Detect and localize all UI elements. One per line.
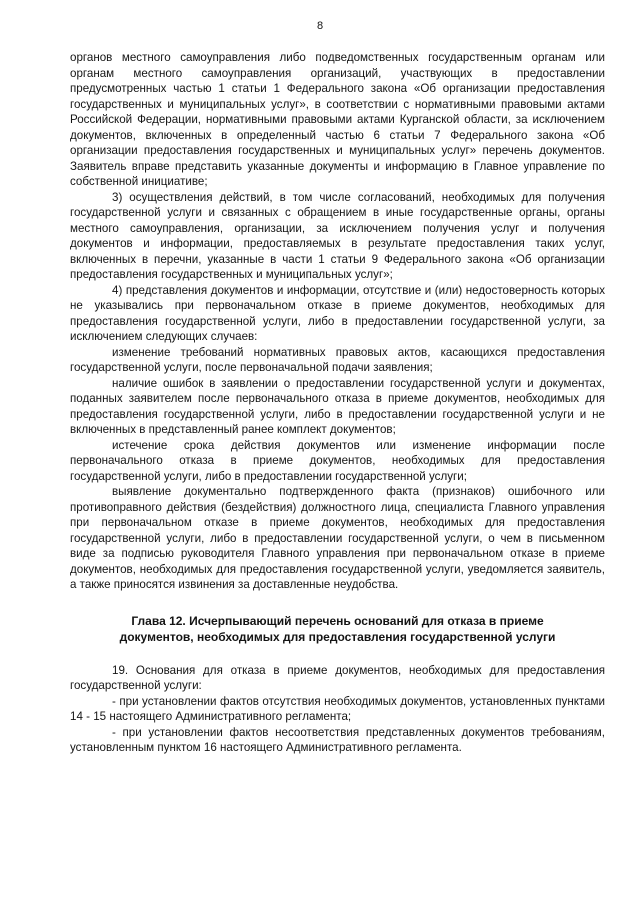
chapter-title-line-1: Глава 12. Исчерпывающий перечень оснований для отказа в приеме bbox=[131, 613, 544, 628]
paragraph-continuation: органов местного самоуправления либо подведомственных государственным органам или органам местного самоуправления организаций, участвующих в предоставлении предусмотренных частью 1 статьи 1 Федерального закона «Об организации предоставления государственных и муниципальных услуг», в соответствии с нормативными правовыми актами Российской Федерации, нормативными правовыми актами Курганской области, за исключением документов, включенных в определенный частью 6 статьи 7 Федерального закона «Об организации предоставления государственных и муниципальных услуг» перечень документов. Заявитель вправе представить указанные документы и информацию в Главное управление по собственной инициативе; bbox=[70, 51, 605, 188]
chapter-title bbox=[70, 613, 605, 645]
paragraph-ground-missing-documents: - при установлении фактов отсутствия необходимых документов, установленных пунктами 14 - 15 настоящего Административного регламента; bbox=[70, 694, 605, 723]
paragraph-clause-19: 19. Основания для отказа в приеме документов, необходимых для предоставления государственной услуги: bbox=[70, 663, 605, 692]
paragraph-item-4: 4) представления документов и информации, отсутствие и (или) недостоверность которых не указывались при первоначальном отказе в приеме документов, необходимых для предоставления государственной услуги, либо в предоставлении государственной услуги, за исключением следующих случаев: bbox=[70, 283, 605, 343]
page-number: 8 bbox=[316, 20, 324, 32]
paragraph-exception-errors: наличие ошибок в заявлении о предоставлении государственной услуги и документах, поданных заявителем после первоначального отказа в приеме документов, необходимых для предоставления государственной услуги, либо в предоставлении государственной услуги и не включенных в представленный ранее комплект документов; bbox=[70, 376, 605, 436]
paragraph-exception-misconduct: выявление документально подтвержденного факта (признаков) ошибочного или противоправного действия (бездействия) должностного лица, специалиста Главного управления при первоначальном отказе в приеме документов, необходимых для предоставления государственной услуги, либо в предоставлении государственной услуги, о чем в письменном виде за подписью руководителя Главного управления при первоначальном отказе в приеме документов, необходимых для предоставления государственной услуги, уведомляется заявитель, а также приносятся извинения за доставленные неудобства. bbox=[70, 485, 605, 591]
paragraph-item-3: 3) осуществления действий, в том числе согласований, необходимых для получения государственной услуги и связанных с обращением в иные государственные органы, органы местного самоуправления, организации, за исключением получения услуг и получения документов и информации, предоставляемых в результате предоставления таких услуг, включенных в перечни, указанные в части 1 статьи 9 Федерального закона «Об организации предоставления государственных и муниципальных услуг»; bbox=[70, 190, 605, 281]
chapter-title-line-2: документов, необходимых для предоставления государственной услуги bbox=[119, 629, 556, 644]
document-body bbox=[70, 50, 605, 756]
paragraph-exception-requirements-change: изменение требований нормативных правовых актов, касающихся предоставления государственной услуги, после первоначальной подачи заявления; bbox=[70, 345, 605, 374]
paragraph-exception-expiry: истечение срока действия документов или изменение информации после первоначального отказа в приеме документов, необходимых для предоставления государственной услуги, либо в предоставлении государственной услуги; bbox=[70, 438, 605, 483]
paragraph-ground-nonconforming-documents: - при установлении фактов несоответствия представленных документов требованиям, установленным пунктом 16 настоящего Административного регламента. bbox=[70, 725, 605, 754]
